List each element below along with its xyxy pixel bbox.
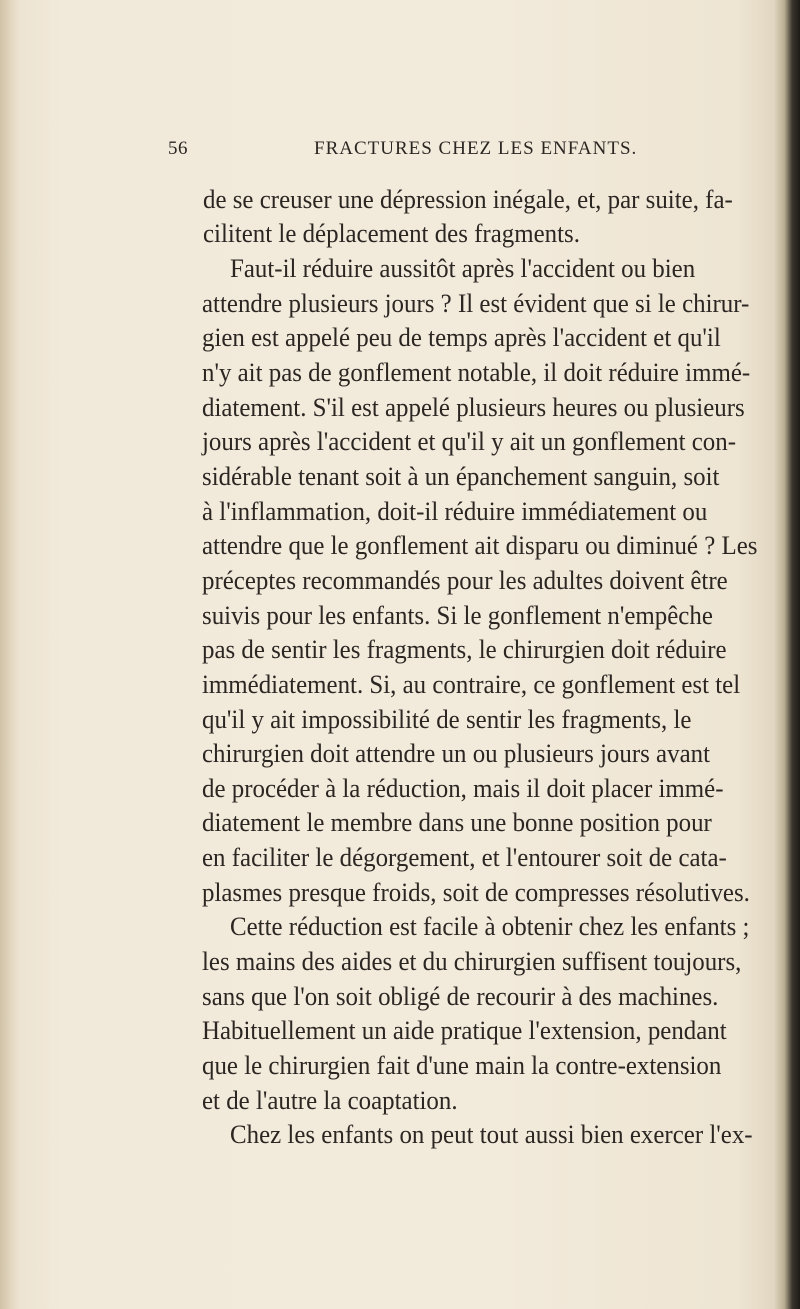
text-line: sans que l'on soit obligé de recourir à des machines. [202,981,719,1011]
text-line: chirurgien doit attendre un ou plusieurs jours avant [202,738,711,768]
text-line: Cette réduction est facile à obtenir chez les enfants ; [230,911,750,941]
text-line: Chez les enfants on peut tout aussi bien exercer l'ex- [230,1119,753,1149]
text-line: n'y ait pas de gonflement notable, il doit réduire immé- [202,357,751,387]
text-line: suivis pour les enfants. Si le gonflement n'empêche [202,600,713,630]
text-line: immédiatement. Si, au contraire, ce gonflement est tel [202,669,741,699]
text-line: de se creuser une dépression inégale, et, par suite, fa- [203,184,733,214]
text-line: en faciliter le dégorgement, et l'entourer soit de cata- [202,842,727,872]
page-number: 56 [168,138,188,159]
text-line: diatement. S'il est appelé plusieurs heures ou plusieurs [202,392,745,422]
text-line: diatement le membre dans une bonne position pour [202,807,712,837]
text-line: de procéder à la réduction, mais il doit placer immé- [202,773,724,803]
text-line: attendre plusieurs jours ? Il est évident que si le chirur- [202,288,750,318]
text-line: à l'inflammation, doit-il réduire immédiatement ou [202,496,708,526]
text-line: et de l'autre la coaptation. [202,1085,458,1115]
text-line: plasmes presque froids, soit de compresses résolutives. [202,877,750,907]
text-line: cilitent le déplacement des fragments. [203,218,580,248]
text-line: jours après l'accident et qu'il y ait un gonflement con- [202,426,737,456]
text-line: attendre que le gonflement ait disparu ou diminué ? Les [202,530,758,560]
text-line: gien est appelé peu de temps après l'accident et qu'il [202,322,721,352]
text-line: Faut-il réduire aussitôt après l'accident ou bien [230,253,696,283]
text-line: préceptes recommandés pour les adultes doivent être [202,565,728,595]
text-line: les mains des aides et du chirurgien suffisent toujours, [202,946,742,976]
text-line: pas de sentir les fragments, le chirurgien doit réduire [202,634,727,664]
running-title: FRACTURES CHEZ LES ENFANTS. [314,138,638,159]
text-line: qu'il y ait impossibilité de sentir les fragments, le [202,704,692,734]
text-line: Habituellement un aide pratique l'extension, pendant [202,1015,727,1045]
text-line: que le chirurgien fait d'une main la contre-extension [202,1050,722,1080]
text-line: sidérable tenant soit à un épanchement sanguin, soit [202,461,720,491]
